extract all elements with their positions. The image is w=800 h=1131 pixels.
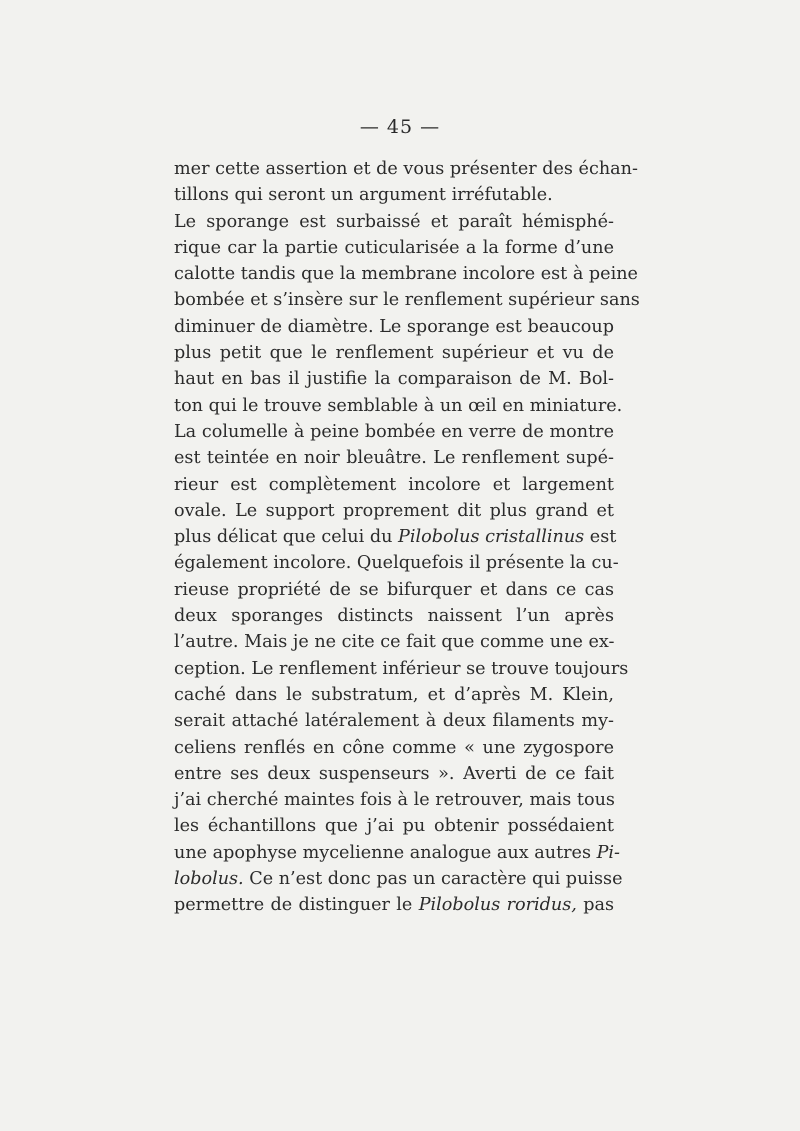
text-run: celiens renflés en cône comme « une zygospore xyxy=(174,737,614,758)
text-line xyxy=(174,708,614,734)
text-line xyxy=(174,577,614,603)
text-line xyxy=(174,603,614,629)
text-line xyxy=(174,472,614,498)
text-run: est xyxy=(584,527,617,548)
text-line xyxy=(174,419,614,445)
text-line xyxy=(174,182,614,208)
text-line xyxy=(174,498,614,524)
text-run: entre ses deux suspenseurs ». Averti de ce fait xyxy=(174,763,614,784)
text-run: également incolore. Quelquefois il présente la cu- xyxy=(174,553,619,574)
text-run: une apophyse mycelienne analogue aux autres xyxy=(174,842,597,863)
text-run: permettre de distinguer le xyxy=(174,895,419,916)
text-line xyxy=(174,761,614,787)
text-line xyxy=(174,735,614,761)
text-run: rieur est complètement incolore et largement xyxy=(174,474,614,495)
text-line xyxy=(174,813,614,839)
text-line xyxy=(174,366,614,392)
text-run: ton qui le trouve semblable à un œil en miniature. xyxy=(174,395,623,416)
text-line xyxy=(174,840,621,866)
text-line xyxy=(174,866,623,892)
text-line xyxy=(174,445,614,471)
text-run: bombée et s’insère sur le renflement supérieur sans xyxy=(174,290,640,311)
text-run: est teintée en noir bleuâtre. Le renflement supé- xyxy=(174,448,614,469)
text-line xyxy=(174,261,638,287)
text-line xyxy=(174,524,617,550)
text-run: plus délicat que celui du xyxy=(174,527,399,548)
text-run: caché dans le substratum, et d’après M. Klein, xyxy=(174,684,614,705)
italic-term: Pilobolus cristallinus xyxy=(398,527,585,548)
text-run: La columelle à peine bombée en verre de montre xyxy=(174,421,614,442)
italic-term: Pi- xyxy=(596,842,621,863)
text-run: diminuer de diamètre. Le sporange est beaucoup xyxy=(174,316,614,337)
text-run: Ce n’est donc pas un caractère qui puisse xyxy=(243,869,623,890)
text-run: rique car la partie cuticularisée a la forme d’une xyxy=(174,237,614,258)
text-run: rieuse propriété de se bifurquer et dans ce cas xyxy=(174,579,614,600)
text-run: plus petit que le renflement supérieur et vu de xyxy=(174,343,614,364)
text-line xyxy=(174,656,629,682)
text-line xyxy=(174,209,614,235)
text-run: serait attaché latéralement à deux filaments my- xyxy=(174,711,614,732)
text-run: Le sporange est surbaissé et paraît hémisphé- xyxy=(174,211,614,232)
body-text xyxy=(174,156,640,919)
text-run: mer cette assertion et de vous présenter des échan- xyxy=(174,159,638,179)
text-line xyxy=(174,287,640,313)
text-line xyxy=(174,892,614,918)
text-run: tillons qui seront un argument irréfutable. xyxy=(174,185,553,206)
text-line xyxy=(174,550,619,576)
text-run: haut en bas il justifie la comparaison de M. Bol- xyxy=(174,369,614,390)
text-run: les échantillons que j’ai pu obtenir possédaient xyxy=(174,816,614,837)
page-number: — 45 — xyxy=(359,116,441,138)
text-line xyxy=(174,156,638,182)
text-run: deux sporanges distincts naissent l’un après xyxy=(174,606,614,627)
italic-term: lobolus. xyxy=(174,869,244,890)
text-line xyxy=(174,787,614,813)
text-run: l’autre. Mais je ne cite ce fait que comme une ex- xyxy=(174,632,615,653)
text-run: ovale. Le support proprement dit plus grand et xyxy=(174,500,614,521)
text-line xyxy=(174,629,614,655)
italic-term: Pilobolus roridus, xyxy=(418,895,577,916)
text-run: calotte tandis que la membrane incolore est à peine xyxy=(174,264,638,285)
text-run: pas xyxy=(576,895,615,916)
text-line xyxy=(174,235,614,261)
text-line xyxy=(174,682,614,708)
text-line xyxy=(174,340,614,366)
text-run: j’ai cherché maintes fois à le retrouver, mais tous xyxy=(174,790,615,811)
text-run: ception. Le renflement inférieur se trouve toujours xyxy=(174,658,629,679)
text-line xyxy=(174,393,623,419)
text-line xyxy=(174,314,614,340)
